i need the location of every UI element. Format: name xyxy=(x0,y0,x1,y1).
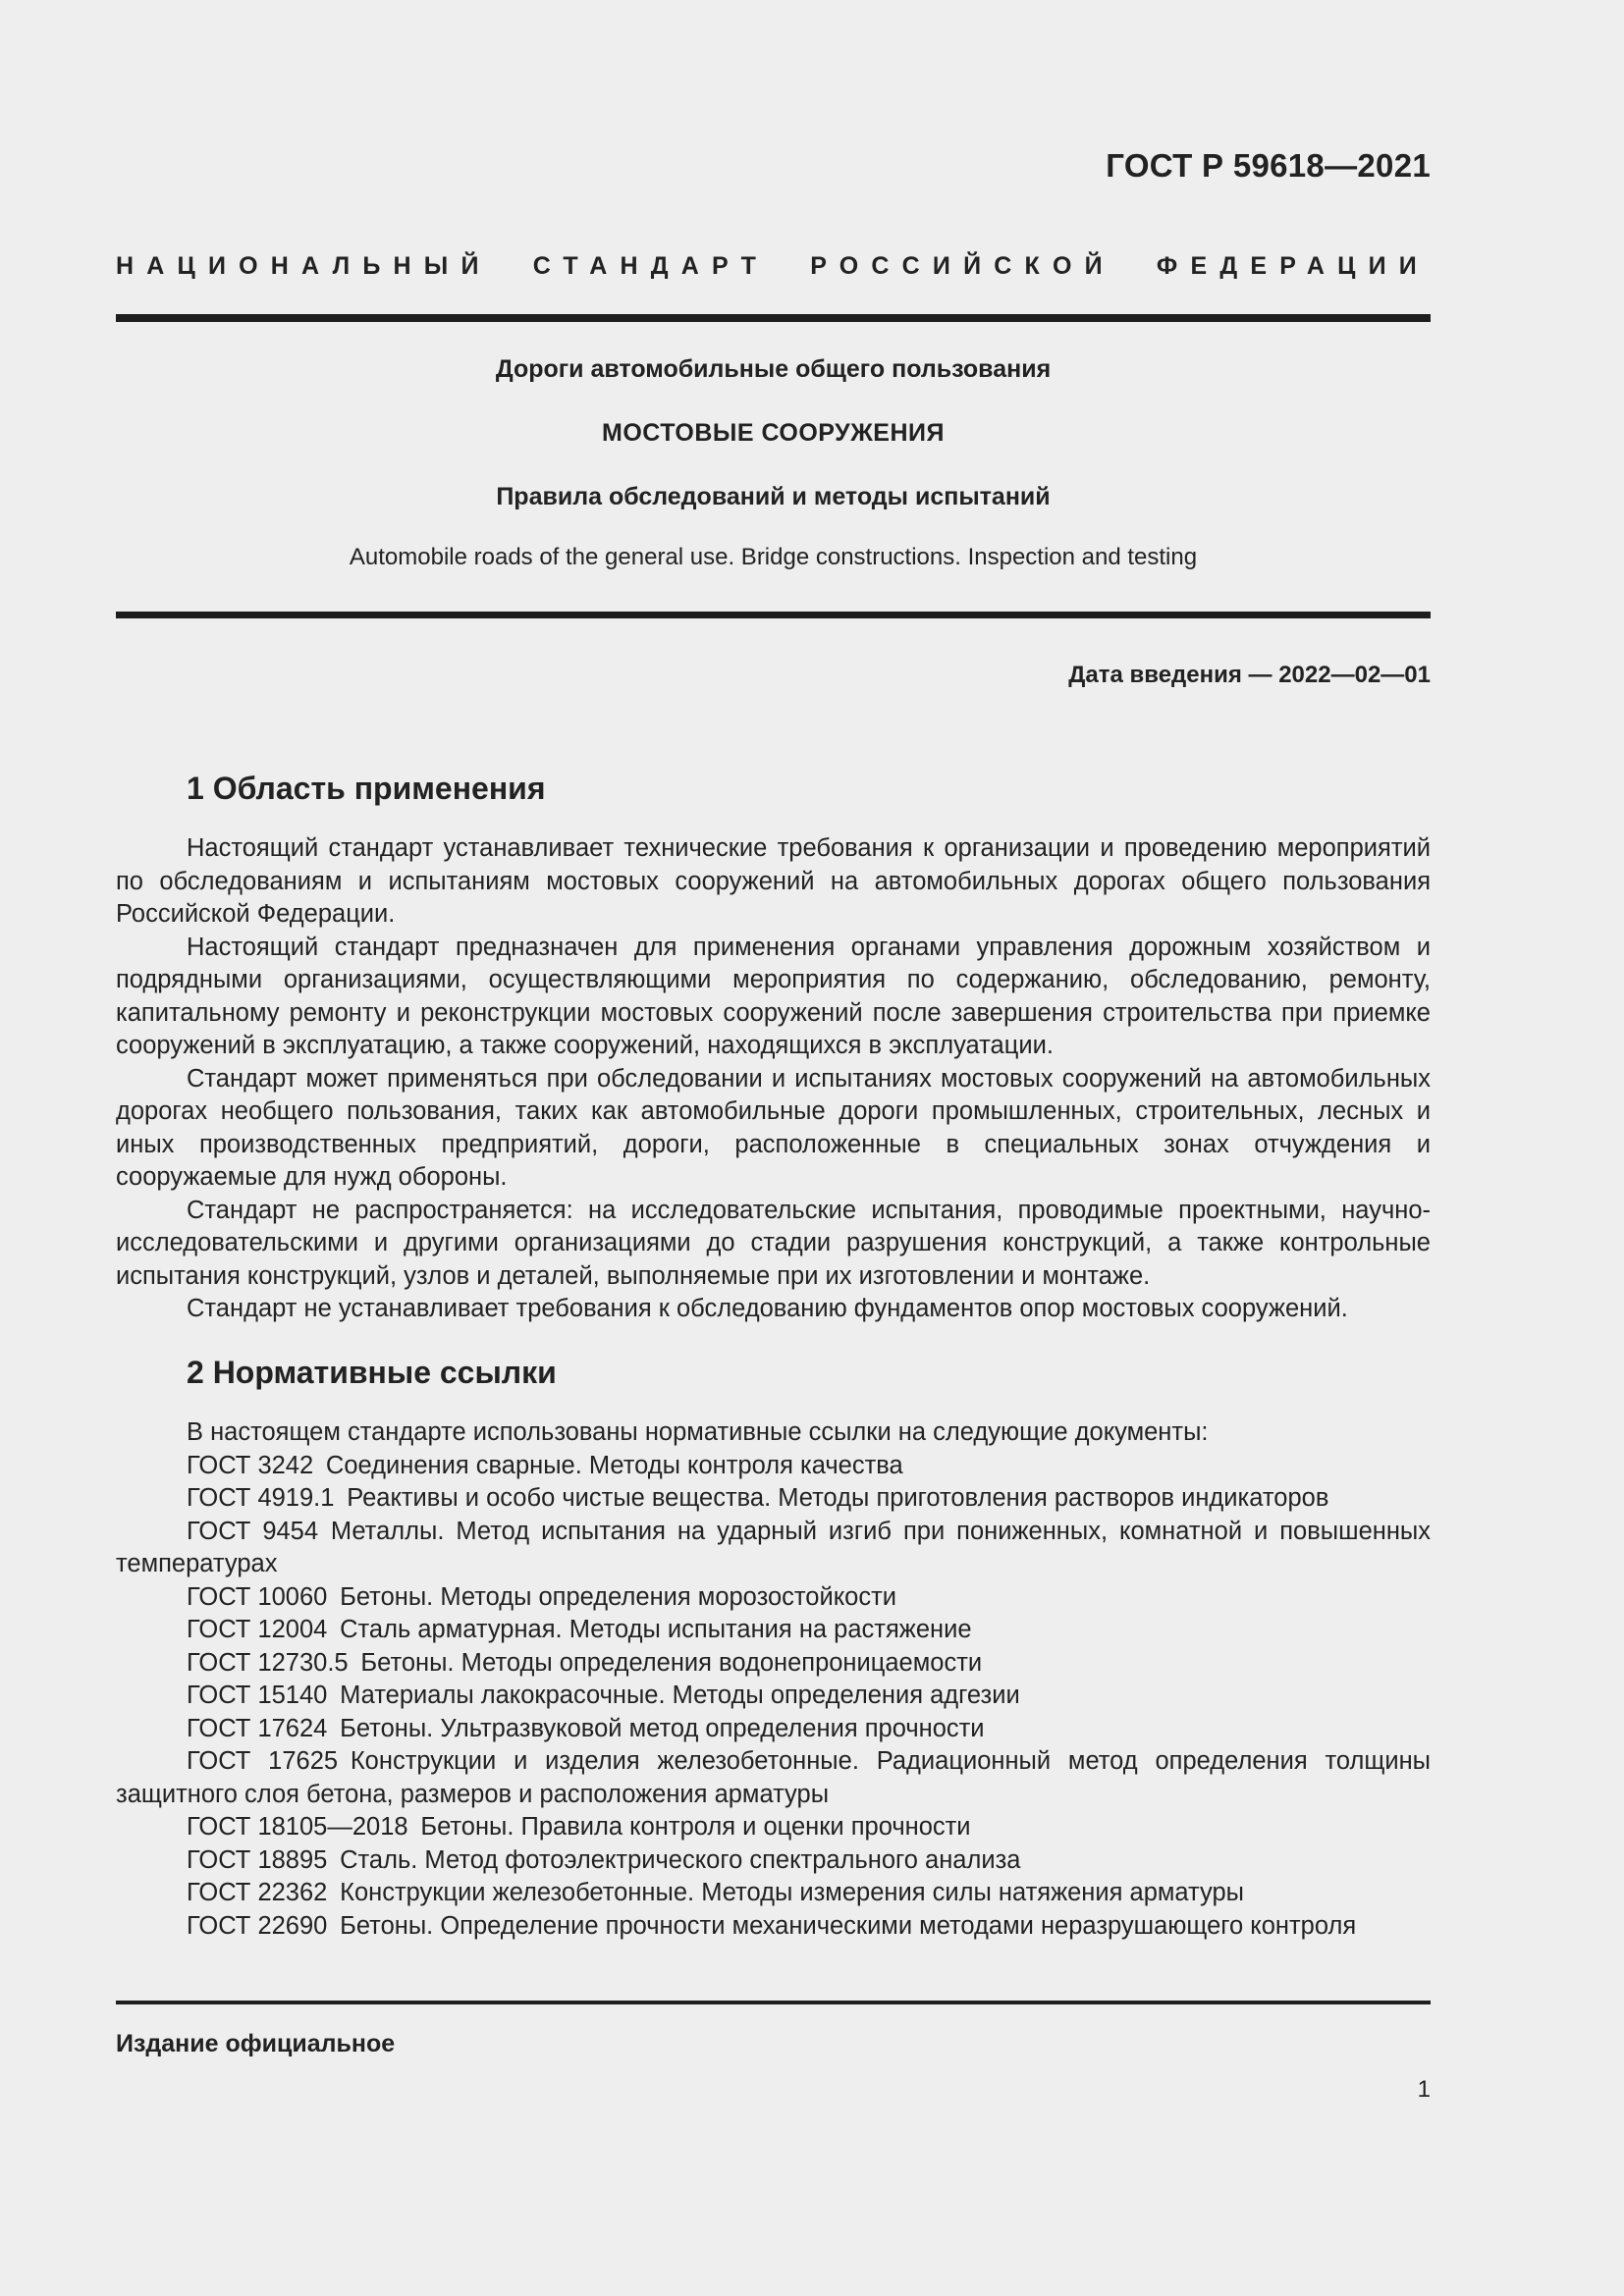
reference-item xyxy=(116,1450,1431,1483)
middle-rule xyxy=(116,612,1431,618)
paragraph: Стандарт может применяться при обследовании и испытаниях мостовых сооружений на автомобильных дорогах необщего пользования, таких как автомобильные дороги промышленных, строительных, лесных и иных производственных предприятий, дороги, расположенные в специальных зонах отчуждения и сооружаемые для нужд обороны. xyxy=(116,1064,1431,1191)
references-intro: В настоящем стандарте использованы нормативные ссылки на следующие документы: xyxy=(187,1418,1209,1446)
reference-item xyxy=(116,1482,1431,1516)
reference-item xyxy=(116,1516,1431,1581)
section-1-body xyxy=(116,832,1431,1326)
reference-title: Бетоны. Ультразвуковой метод определения прочности xyxy=(340,1714,985,1742)
title-line-3: Правила обследований и методы испытаний xyxy=(496,483,1051,510)
section-1-heading: 1 Область применения xyxy=(187,771,546,806)
introduction-date: Дата введения — 2022—02—01 xyxy=(1068,662,1431,688)
reference-item xyxy=(116,1647,1431,1681)
reference-item xyxy=(116,1680,1431,1713)
top-rule xyxy=(116,314,1431,322)
section-2-heading: 2 Нормативные ссылки xyxy=(187,1355,557,1390)
reference-title: Бетоны. Правила контроля и оценки прочности xyxy=(420,1813,971,1841)
page-number: 1 xyxy=(1417,2076,1431,2103)
title-line-2: МОСТОВЫЕ СООРУЖЕНИЯ xyxy=(602,419,945,447)
references-list xyxy=(116,1450,1431,1944)
reference-code: ГОСТ 4919.1 xyxy=(187,1484,335,1512)
reference-code: ГОСТ 12004 xyxy=(187,1616,328,1643)
reference-title: Конструкции и изделия железобетонные. Радиационный метод определения толщины защитного слоя бетона, размеров и расположения арматуры xyxy=(116,1747,1431,1808)
reference-title: Конструкции железобетонные. Методы измерения силы натяжения арматуры xyxy=(340,1879,1244,1906)
section-2-body xyxy=(116,1416,1431,1943)
official-edition-label: Издание официальное xyxy=(116,2030,396,2057)
paragraph: Стандарт не устанавливает требования к обследованию фундаментов опор мостовых сооружений. xyxy=(187,1295,1348,1322)
reference-item xyxy=(116,1581,1431,1615)
title-line-1: Дороги автомобильные общего пользования xyxy=(495,355,1052,383)
reference-item xyxy=(116,1614,1431,1647)
reference-title: Бетоны. Методы определения водонепроницаемости xyxy=(360,1648,983,1677)
paragraph: Настоящий стандарт устанавливает технические требования к организации и проведению мероприятий по обследованиям и испытаниям мостовых сооружений на автомобильных дорогах общего пользования Российской Федерации. xyxy=(116,834,1431,928)
reference-item xyxy=(116,1844,1431,1878)
reference-code: ГОСТ 18105—2018 xyxy=(187,1813,408,1841)
reference-title: Соединения сварные. Методы контроля качества xyxy=(325,1451,903,1479)
reference-code: ГОСТ 15140 xyxy=(187,1682,328,1709)
english-title: Automobile roads of the general use. Bridge constructions. Inspection and testing xyxy=(349,544,1198,570)
reference-title: Бетоны. Определение прочности механическими методами неразрушающего контроля xyxy=(340,1911,1357,1940)
reference-code: ГОСТ 9454 xyxy=(187,1517,319,1545)
reference-code: ГОСТ 17624 xyxy=(187,1714,328,1742)
reference-title: Сталь арматурная. Методы испытания на растяжение xyxy=(340,1616,972,1643)
reference-title: Сталь. Метод фотоэлектрического спектрального анализа xyxy=(340,1845,1021,1874)
reference-code: ГОСТ 22690 xyxy=(187,1911,328,1940)
bottom-rule xyxy=(116,2001,1431,2004)
reference-code: ГОСТ 18895 xyxy=(187,1845,328,1874)
reference-title: Металлы. Метод испытания на ударный изгиб при пониженных, комнатной и повышенных температурах xyxy=(116,1517,1431,1577)
national-standard-title: НАЦИОНАЛЬНЫЙ СТАНДАРТ РОССИЙСКОЙ ФЕДЕРАЦИИ xyxy=(116,252,1430,280)
reference-item xyxy=(116,1745,1431,1811)
reference-item xyxy=(116,1811,1431,1844)
reference-item xyxy=(116,1877,1431,1910)
document-code: ГОСТ Р 59618—2021 xyxy=(1106,147,1431,184)
reference-code: ГОСТ 3242 xyxy=(187,1451,314,1479)
reference-item xyxy=(116,1910,1431,1944)
reference-code: ГОСТ 10060 xyxy=(187,1582,328,1611)
paragraph: Стандарт не распространяется: на исследовательские испытания, проводимые проектными, научно-исследовательскими и другими организациями до стадии разрушения конструкций, а также контрольные испытания конструкций, узлов и деталей, выполняемые при их изготовлении и монтаже. xyxy=(116,1196,1431,1290)
paragraph: Настоящий стандарт предназначен для применения органами управления дорожным хозяйством и подрядными организациями, осуществляющими мероприятия по содержанию, обследованию, ремонту, капитальному ремонту и реконструкции мостовых сооружений после завершения строительства при приемке сооружений в эксплуатацию, а также сооружений, находящихся в эксплуатации. xyxy=(116,933,1431,1059)
reference-title: Реактивы и особо чистые вещества. Методы приготовления растворов индикаторов xyxy=(347,1484,1329,1512)
reference-item xyxy=(116,1713,1431,1746)
reference-code: ГОСТ 17625 xyxy=(187,1747,339,1775)
reference-code: ГОСТ 22362 xyxy=(187,1879,328,1906)
reference-title: Материалы лакокрасочные. Методы определения адгезии xyxy=(340,1682,1020,1709)
reference-code: ГОСТ 12730.5 xyxy=(187,1648,349,1677)
reference-title: Бетоны. Методы определения морозостойкости xyxy=(340,1582,897,1611)
